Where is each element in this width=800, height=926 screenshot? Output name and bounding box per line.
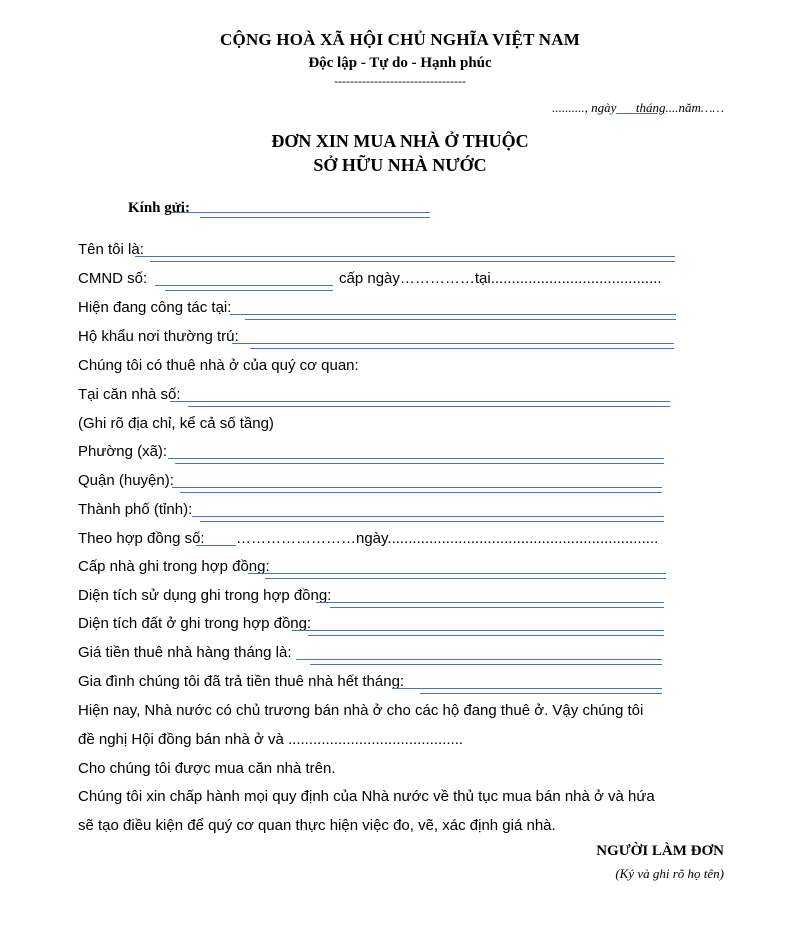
- field-grade-line[interactable]: [248, 573, 666, 574]
- field-renting: Chúng tôi có thuê nhà ở của quý cơ quan:: [78, 357, 359, 374]
- field-id-card-line-2: [165, 290, 333, 291]
- field-monthly-rent-label: Giá tiền thuê nhà hàng tháng là:: [78, 644, 292, 661]
- field-residence-label: Hộ khẩu nơi thường trú:: [78, 328, 239, 345]
- nation-heading: CỘNG HOÀ XÃ HỘI CHỦ NGHĨA VIỆT NAM: [220, 30, 580, 49]
- field-id-issue: cấp ngày……………tại.........................................: [339, 270, 662, 287]
- field-house-no-label: Tại căn nhà số:: [78, 386, 181, 403]
- field-land-area-label: Diện tích đất ở ghi trong hợp đồng:: [78, 615, 312, 632]
- date-month-label: tháng: [635, 100, 666, 115]
- field-ward-line-2: [175, 463, 664, 464]
- signature-label: NGƯỜI LÀM ĐƠN: [596, 843, 724, 859]
- field-ward-line[interactable]: [168, 458, 664, 459]
- field-contract-no-label: Theo hợp đồng số:: [78, 530, 205, 547]
- body-paragraph-1-line-2: đề nghị Hội đồng bán nhà ở và ..........................................: [78, 731, 464, 748]
- header-separator: ---------------------------------: [334, 74, 466, 88]
- date-line: [552, 100, 724, 116]
- field-use-area-line-2: [330, 607, 664, 608]
- field-use-area-label: Diện tích sử dụng ghi trong hợp đồng:: [78, 587, 332, 604]
- field-district-line-2: [180, 492, 662, 493]
- body-paragraph-3-line-1: Chúng tôi xin chấp hành mọi quy định của Nhà nước về thủ tục mua bán nhà ở và hứa: [78, 788, 655, 805]
- field-city-line[interactable]: [192, 516, 664, 517]
- field-workplace-line[interactable]: [230, 314, 676, 315]
- field-id-card-line[interactable]: [155, 285, 333, 286]
- field-paid-until-label: Gia đình chúng tôi đã trả tiền thuê nhà hết tháng:: [78, 673, 405, 690]
- body-paragraph-3-line-2: sẽ tạo điều kiện để quý cơ quan thực hiện việc đo, vẽ, xác định giá nhà.: [78, 817, 556, 834]
- field-residence-line[interactable]: [232, 343, 674, 344]
- field-contract-date: ……………………ngày.................................................................: [236, 530, 659, 547]
- date-day-blank[interactable]: [616, 100, 636, 115]
- field-name-line[interactable]: [135, 256, 675, 257]
- field-house-note: (Ghi rõ địa chỉ, kể cả số tầng): [78, 415, 274, 432]
- field-id-card-label: CMND số:: [78, 270, 148, 287]
- recipient-label: Kính gửi:: [128, 200, 190, 216]
- field-city-label: Thành phố (tỉnh):: [78, 501, 193, 518]
- field-workplace-label: Hiện đang công tác tại:: [78, 299, 232, 316]
- recipient-fill-line[interactable]: [172, 212, 430, 213]
- field-house-no-line[interactable]: [170, 401, 670, 402]
- motto: Độc lập - Tự do - Hạnh phúc: [308, 55, 492, 71]
- document-title-line1: ĐƠN XIN MUA NHÀ Ở THUỘC: [271, 131, 529, 151]
- date-year-label: ....năm……: [665, 100, 724, 115]
- field-residence-line-2: [250, 348, 674, 349]
- field-grade-line-2: [265, 578, 666, 579]
- body-paragraph-1-line-1: Hiện nay, Nhà nước có chủ trương bán nhà ở cho các hộ đang thuê ở. Vậy chúng tôi: [78, 702, 644, 719]
- field-grade-label: Cấp nhà ghi trong hợp đồng:: [78, 558, 270, 575]
- field-monthly-rent-line[interactable]: [296, 659, 662, 660]
- field-paid-until-line[interactable]: [392, 688, 662, 689]
- field-city-line-2: [200, 521, 664, 522]
- field-use-area-line[interactable]: [316, 602, 664, 603]
- field-ward-label: Phường (xã):: [78, 443, 168, 460]
- field-name-line-2: [150, 261, 675, 262]
- date-day-label: ngày: [591, 100, 617, 115]
- field-monthly-rent-line-2: [310, 664, 662, 665]
- field-workplace-line-2: [245, 319, 676, 320]
- field-contract-no-line[interactable]: [196, 545, 236, 546]
- field-district-line[interactable]: [172, 487, 662, 488]
- field-name-label: Tên tôi là:: [78, 241, 144, 258]
- field-paid-until-line-2: [420, 693, 662, 694]
- field-house-no-line-2: [188, 406, 670, 407]
- signature-note: (Ký và ghi rõ họ tên): [615, 866, 724, 881]
- field-land-area-line[interactable]: [292, 630, 664, 631]
- date-place: ..........,: [552, 100, 588, 115]
- field-district-label: Quận (huyện):: [78, 472, 174, 489]
- body-paragraph-2: Cho chúng tôi được mua căn nhà trên.: [78, 760, 336, 777]
- document-title-line2: SỞ HỮU NHÀ NƯỚC: [313, 155, 487, 175]
- recipient-fill-line-2: [200, 217, 430, 218]
- field-land-area-line-2: [308, 635, 664, 636]
